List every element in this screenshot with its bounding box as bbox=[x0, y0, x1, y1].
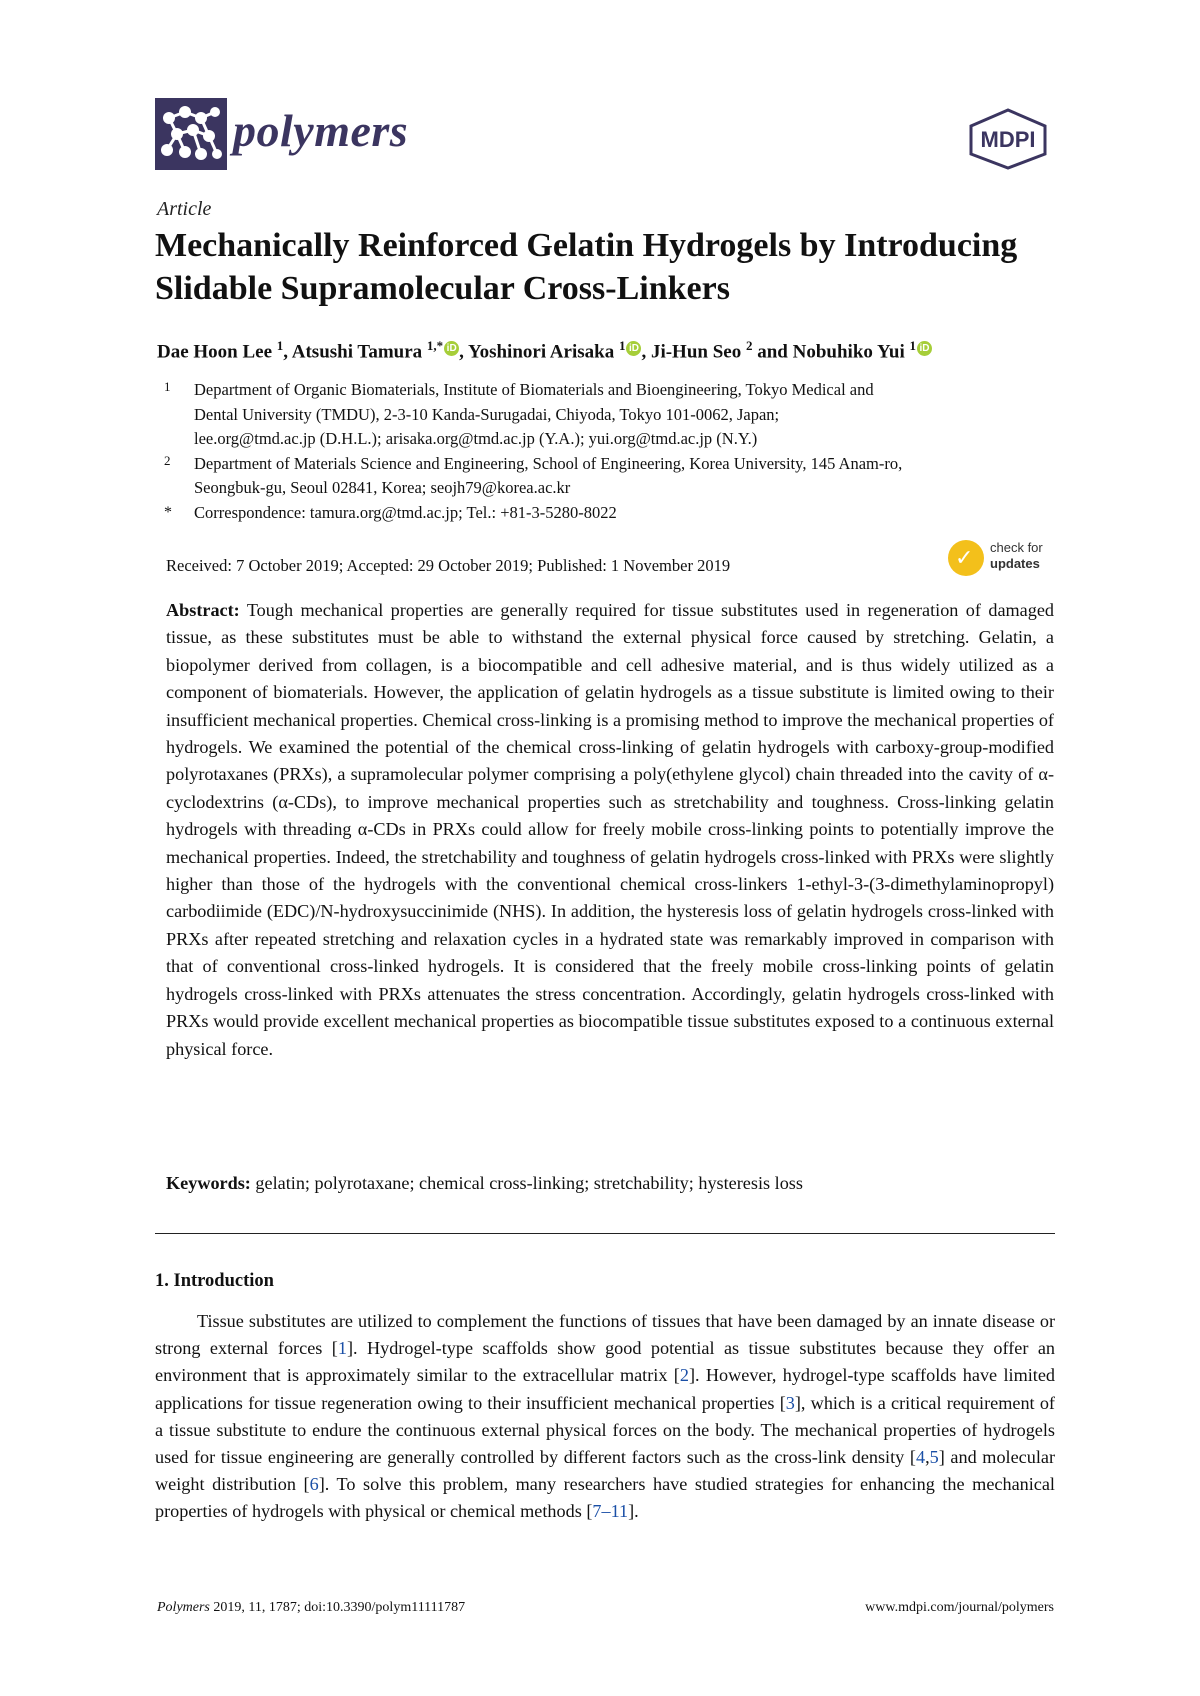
orcid-icon[interactable]: iD bbox=[917, 341, 932, 356]
affiliation-line: Department of Organic Biomaterials, Institute of Biomaterials and Bioengineering, Tokyo Medical and bbox=[194, 380, 874, 399]
article-type: Article bbox=[157, 198, 212, 220]
keywords bbox=[166, 1173, 1054, 1194]
affiliation-line: Correspondence: tamura.org@tmd.ac.jp; Tel.: +81-3-5280-8022 bbox=[194, 502, 617, 522]
footer-journal: Polymers bbox=[157, 1600, 210, 1615]
affiliation-line: lee.org@tmd.ac.jp (D.H.L.); arisaka.org@tmd.ac.jp (Y.A.); yui.org@tmd.ac.jp (N.Y.) bbox=[194, 429, 758, 448]
intro-text: ]. However, hydrogel-type scaffolds have limited applications for tissue regeneration owing to their insufficient mechanical properties [ bbox=[155, 1365, 1055, 1413]
publisher-logo bbox=[965, 108, 1051, 170]
footer-doi: 2019, 11, 1787; doi:10.3390/polym11111787 bbox=[209, 1600, 466, 1615]
author-name: Atsushi Tamura bbox=[291, 341, 423, 363]
journal-name: polymers bbox=[233, 105, 409, 156]
keywords-text: gelatin; polyrotaxane; chemical cross-linking; stretchability; hysteresis loss bbox=[255, 1173, 803, 1193]
intro-text: ], which is a critical requirement of a tissue substitute to endure the continuous external physical forces on the body. The mechanical properties of hydrogels used for tissue engineering are generally controlled by different factors such as the cross-link density [ bbox=[155, 1392, 1055, 1468]
intro-text: ]. bbox=[628, 1501, 639, 1522]
intro-text: ] and molecular weight distribution [ bbox=[155, 1447, 1056, 1495]
footer-citation bbox=[157, 1600, 465, 1616]
citation-link[interactable]: 1 bbox=[337, 1338, 347, 1359]
citation-link[interactable]: 6 bbox=[309, 1474, 319, 1495]
keywords-label: Keywords: bbox=[166, 1173, 251, 1193]
author-affiliation-mark: 1 bbox=[276, 338, 284, 353]
author-affiliation-mark: 1 bbox=[909, 338, 917, 353]
footer-journal-url[interactable]: www.mdpi.com/journal/polymers bbox=[865, 1600, 1054, 1615]
citation-link[interactable]: 5 bbox=[929, 1447, 939, 1468]
affiliation-line: Seongbuk-gu, Seoul 02841, Korea; seojh79@korea.ac.kr bbox=[194, 478, 571, 497]
author-list bbox=[157, 338, 1057, 363]
abstract bbox=[166, 597, 1054, 1063]
author-separator: , bbox=[641, 341, 651, 363]
badge-line-2: updates bbox=[990, 556, 1040, 571]
author-affiliation-mark: 1 bbox=[618, 338, 626, 353]
affiliation-mark: 1 bbox=[164, 379, 171, 394]
author-separator: and bbox=[752, 341, 793, 363]
intro-text: ]. Hydrogel-type scaffolds show good potential as tissue substitutes because they offer an environment that is approximately similar to the extracellular matrix [ bbox=[155, 1338, 1055, 1386]
intro-text: ]. To solve this problem, many researchers have studied strategies for enhancing the mechanical properties of hydrogels with physical or chemical methods [ bbox=[155, 1474, 1055, 1522]
affiliation-line: Dental University (TMDU), 2-3-10 Kanda-Surugadai, Chiyoda, Tokyo 101-0062, Japan; bbox=[194, 404, 780, 424]
author-name: Yoshinori Arisaka bbox=[467, 341, 615, 363]
affiliation-mark: * bbox=[164, 503, 172, 521]
orcid-icon[interactable]: iD bbox=[626, 341, 641, 356]
citation-link[interactable]: 3 bbox=[785, 1392, 795, 1413]
author-affiliation-mark: 1,* bbox=[426, 338, 444, 353]
author-affiliation-mark: 2 bbox=[745, 338, 753, 353]
citation-link[interactable]: 4 bbox=[915, 1447, 926, 1468]
affiliation-mark: 2 bbox=[164, 452, 171, 468]
citation-link[interactable]: 2 bbox=[679, 1365, 689, 1386]
affiliation-line: Department of Materials Science and Engineering, School of Engineering, Korea University, 145 Anam-ro, bbox=[194, 453, 903, 473]
author-name: Ji-Hun Seo bbox=[650, 341, 742, 363]
intro-text: Tissue substitutes are utilized to complement the functions of tissues that have been damaged by an innate disease or strong external forces [ bbox=[155, 1311, 1055, 1359]
affiliation-list bbox=[164, 378, 1054, 525]
publisher-name: MDPI bbox=[980, 127, 1036, 152]
journal-logo-icon bbox=[155, 98, 227, 170]
abstract-label: Abstract: bbox=[166, 600, 240, 620]
affiliation-item bbox=[164, 378, 1054, 452]
abstract-text: Tough mechanical properties are generally required for tissue substitutes used in regeneration of damaged tissue, as these substitutes must be able to withstand the external physical force caused by stretching. Gelatin, a biopolymer derived from collagen, is a biocompatible and cell adhesive material, and is thus widely utilized as a component of biomaterials. However, the application of gelatin hydrogels as a tissue substitute is limited owing to their insufficient mechanical properties. Chemical cross-linking is a promising method to improve the mechanical properties of hydrogels. We examined the potential of the chemical cross-linking of gelatin hydrogels with carboxy-group-modified polyrotaxanes (PRXs), a supramolecular polymer comprising a poly(ethylene glycol) chain threaded into the cavity of α-cyclodextrins (α-CDs), to improve mechanical properties such as stretchability and toughness. Cross-linking gelatin hydrogels with threading α-CDs in PRXs could allow for freely mobile cross-linking points to potentially improve the mechanical properties. Indeed, the stretchability and toughness of gelatin hydrogels cross-linked with PRXs were slightly higher than those of the hydrogels with the conventional chemical cross-linkers 1-ethyl-3-(3-dimethylaminopropyl) carbodiimide (EDC)/N-hydroxysuccinimide (NHS). In addition, the hysteresis loss of gelatin hydrogels cross-linked with PRXs after repeated stretching and relaxation cycles in a hydrated state was remarkably improved in comparison with that of conventional cross-linked hydrogels. It is considered that the freely mobile cross-linking points of gelatin hydrogels cross-linked with PRXs attenuates the stress concentration. Accordingly, gelatin hydrogels cross-linked with PRXs would provide excellent mechanical properties as biocompatible tissue substitutes exposed to a continuous external physical force. bbox=[166, 600, 1055, 1059]
citation-link[interactable]: 7–11 bbox=[592, 1501, 629, 1522]
author-separator: , bbox=[283, 341, 292, 363]
author-separator: , bbox=[459, 341, 468, 363]
section-heading-introduction: 1. Introduction bbox=[155, 1271, 274, 1291]
paper-title: Mechanically Reinforced Gelatin Hydrogels by Introducing Slidable Supramolecular Cross-Linkers bbox=[155, 227, 1018, 307]
section-divider bbox=[155, 1233, 1055, 1234]
publication-dates: Received: 7 October 2019; Accepted: 29 October 2019; Published: 1 November 2019 bbox=[166, 556, 731, 575]
affiliation-item bbox=[164, 452, 1054, 501]
author-name: Nobuhiko Yui bbox=[792, 341, 905, 363]
check-for-updates-badge[interactable]: ✓ check for updates bbox=[948, 540, 1058, 578]
orcid-icon[interactable]: iD bbox=[444, 341, 459, 356]
author-name: Dae Hoon Lee bbox=[157, 341, 273, 363]
intro-text: , bbox=[925, 1447, 930, 1468]
affiliation-item bbox=[164, 501, 1054, 526]
badge-line-1: check for bbox=[990, 540, 1043, 555]
introduction-paragraph bbox=[155, 1308, 1055, 1526]
